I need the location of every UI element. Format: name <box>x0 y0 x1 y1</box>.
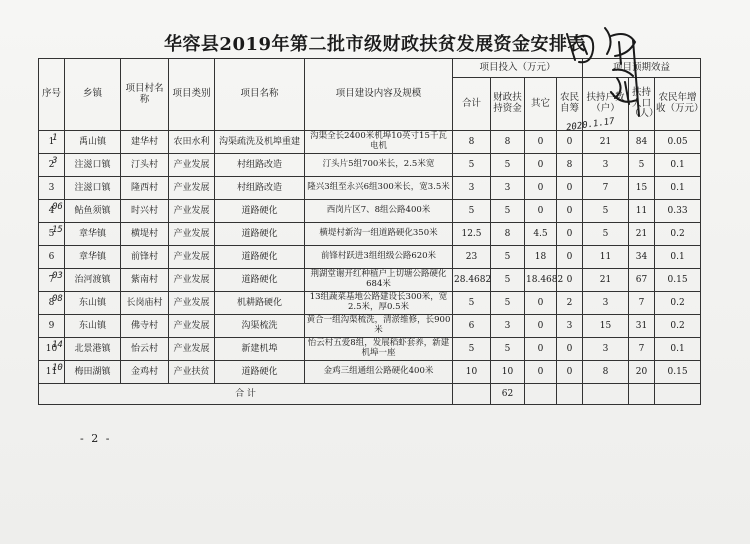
totals-other <box>525 384 557 405</box>
header-support-households: 扶持户数（户） <box>583 78 629 131</box>
funding-table <box>38 58 704 405</box>
cell-category: 产业发展 <box>169 269 215 292</box>
table-row <box>39 361 701 384</box>
cell-households: 21 <box>583 269 629 292</box>
cell-households: 5 <box>583 223 629 246</box>
totals-households <box>583 384 629 405</box>
cell-category: 产业发展 <box>169 338 215 361</box>
cell-seq: 3 <box>39 177 65 200</box>
cell-seq: 10 14 <box>39 338 65 361</box>
cell-category: 产业发展 <box>169 223 215 246</box>
table-body <box>39 131 701 384</box>
cell-fiscal: 5 <box>491 269 525 292</box>
handwritten-note: 3 <box>52 156 58 166</box>
cell-households: 8 <box>583 361 629 384</box>
cell-people: 15 <box>629 177 655 200</box>
cell-fiscal: 5 <box>491 338 525 361</box>
cell-village: 汀头村 <box>121 154 169 177</box>
cell-total: 6 <box>453 315 491 338</box>
cell-category: 产业发展 <box>169 315 215 338</box>
totals-farmer <box>557 384 583 405</box>
cell-content: 黄合一组沟渠梳洗，清淤维修，长900米 <box>305 315 453 338</box>
cell-village: 金鸡村 <box>121 361 169 384</box>
cell-village: 怡云村 <box>121 338 169 361</box>
table-row <box>39 292 701 315</box>
cell-category: 产业发展 <box>169 292 215 315</box>
cell-farmer: 8 <box>557 154 583 177</box>
cell-total: 28.4682 <box>453 269 491 292</box>
cell-seq: 5 15 <box>39 223 65 246</box>
cell-farmer: 0 <box>557 361 583 384</box>
cell-project: 新建机埠 <box>215 338 305 361</box>
cell-people: 34 <box>629 246 655 269</box>
cell-other: 0 <box>525 200 557 223</box>
cell-content: 荆湖堂谢开红种植户上切塘公路硬化684米 <box>305 269 453 292</box>
cell-income: 0.1 <box>655 246 701 269</box>
cell-total: 5 <box>453 338 491 361</box>
page-number: - 2 - <box>80 432 112 445</box>
cell-seq: 11 10 <box>39 361 65 384</box>
cell-fiscal: 10 <box>491 361 525 384</box>
cell-project: 机耕路硬化 <box>215 292 305 315</box>
handwritten-note: 10 <box>52 363 63 373</box>
cell-households: 11 <box>583 246 629 269</box>
table-row <box>39 131 701 154</box>
handwritten-note: 15 <box>52 225 63 235</box>
cell-people: 5 <box>629 154 655 177</box>
cell-village: 长岗庙村 <box>121 292 169 315</box>
handwritten-note: 1 <box>52 133 58 143</box>
cell-project: 道路硬化 <box>215 269 305 292</box>
cell-farmer: 0 <box>557 246 583 269</box>
cell-project: 道路硬化 <box>215 223 305 246</box>
cell-project: 村组路改造 <box>215 154 305 177</box>
cell-total: 5 <box>453 154 491 177</box>
cell-village: 隆西村 <box>121 177 169 200</box>
cell-village: 佛寺村 <box>121 315 169 338</box>
cell-households: 21 <box>583 131 629 154</box>
totals-label: 合 计 <box>39 384 453 405</box>
cell-farmer: 0 <box>557 131 583 154</box>
header-support-people: 扶持人口（人） <box>629 78 655 131</box>
cell-village: 紫南村 <box>121 269 169 292</box>
cell-seq: 8 08 <box>39 292 65 315</box>
cell-income: 0.1 <box>655 338 701 361</box>
cell-fiscal: 5 <box>491 246 525 269</box>
cell-content: 沟渠全长2400米机埠10英寸15千瓦电机 <box>305 131 453 154</box>
cell-seq: 7 03 <box>39 269 65 292</box>
header-project-name: 项目名称 <box>215 59 305 131</box>
cell-category: 产业扶贫 <box>169 361 215 384</box>
table-row <box>39 246 701 269</box>
header-category: 项目类别 <box>169 59 215 131</box>
header-farmer-self: 农民自筹 <box>557 78 583 131</box>
cell-seq: 1 1 <box>39 131 65 154</box>
totals-income <box>655 384 701 405</box>
cell-people: 7 <box>629 292 655 315</box>
cell-households: 5 <box>583 200 629 223</box>
handwritten-note: 14 <box>52 340 63 350</box>
cell-content: 西岗片区7、8组公路400米 <box>305 200 453 223</box>
cell-town: 注滋口镇 <box>65 177 121 200</box>
cell-content: 前锋村跃进3组组级公路620米 <box>305 246 453 269</box>
cell-other: 4.5 <box>525 223 557 246</box>
cell-income: 0.1 <box>655 154 701 177</box>
header-total: 合计 <box>453 78 491 131</box>
cell-town: 章华镇 <box>65 223 121 246</box>
cell-people: 67 <box>629 269 655 292</box>
cell-total: 8 <box>453 131 491 154</box>
cell-content: 金鸡三组通组公路硬化400米 <box>305 361 453 384</box>
cell-fiscal: 3 <box>491 177 525 200</box>
cell-category: 产业发展 <box>169 246 215 269</box>
header-other: 其它 <box>525 78 557 131</box>
cell-other: 0 <box>525 315 557 338</box>
cell-project: 道路硬化 <box>215 246 305 269</box>
totals-total <box>453 384 491 405</box>
cell-people: 11 <box>629 200 655 223</box>
cell-people: 31 <box>629 315 655 338</box>
cell-other: 0 <box>525 177 557 200</box>
table-row <box>39 200 701 223</box>
cell-fiscal: 5 <box>491 292 525 315</box>
cell-farmer: 0 <box>557 338 583 361</box>
cell-households: 3 <box>583 154 629 177</box>
cell-households: 15 <box>583 315 629 338</box>
cell-other: 0 <box>525 338 557 361</box>
table-row <box>39 177 701 200</box>
cell-village: 横堤村 <box>121 223 169 246</box>
cell-total: 5 <box>453 200 491 223</box>
cell-households: 3 <box>583 292 629 315</box>
table-row <box>39 269 701 292</box>
header-content: 项目建设内容及规模 <box>305 59 453 131</box>
totals-row <box>39 384 701 405</box>
cell-fiscal: 8 <box>491 131 525 154</box>
header-fiscal: 财政扶持资金 <box>491 78 525 131</box>
cell-category: 产业发展 <box>169 154 215 177</box>
cell-farmer: 0 <box>557 200 583 223</box>
cell-people: 21 <box>629 223 655 246</box>
cell-income: 0.15 <box>655 361 701 384</box>
cell-project: 沟渠梳洗 <box>215 315 305 338</box>
handwritten-note: 06 <box>52 202 63 212</box>
cell-seq: 2 3 <box>39 154 65 177</box>
header-income-increase: 农民年增收（万元） <box>655 78 701 131</box>
cell-fiscal: 5 <box>491 154 525 177</box>
table-row <box>39 338 701 361</box>
cell-category: 产业发展 <box>169 177 215 200</box>
cell-project: 村组路改造 <box>215 177 305 200</box>
cell-seq: 6 <box>39 246 65 269</box>
totals-people <box>629 384 655 405</box>
table-row <box>39 315 701 338</box>
cell-town: 北景港镇 <box>65 338 121 361</box>
cell-total: 3 <box>453 177 491 200</box>
cell-other: 0 <box>525 292 557 315</box>
document-title: 华容县2019年第二批市级财政扶贫发展资金安排表 <box>163 34 587 55</box>
header-row-1 <box>39 59 701 78</box>
cell-people: 7 <box>629 338 655 361</box>
cell-income: 0.05 <box>655 131 701 154</box>
cell-seq: 4 06 <box>39 200 65 223</box>
cell-content: 怡云村五爱8组，发展稻虾套养，新建机埠一座 <box>305 338 453 361</box>
cell-households: 7 <box>583 177 629 200</box>
cell-town: 注滋口镇 <box>65 154 121 177</box>
cell-fiscal: 5 <box>491 200 525 223</box>
table-row <box>39 154 701 177</box>
cell-project: 道路硬化 <box>215 361 305 384</box>
cell-village: 时兴村 <box>121 200 169 223</box>
cell-farmer: 2 <box>557 292 583 315</box>
cell-village: 建华村 <box>121 131 169 154</box>
cell-other: 18 <box>525 246 557 269</box>
cell-town: 东山镇 <box>65 292 121 315</box>
cell-income: 0.2 <box>655 292 701 315</box>
cell-total: 23 <box>453 246 491 269</box>
cell-project: 道路硬化 <box>215 200 305 223</box>
cell-town: 梅田湖镇 <box>65 361 121 384</box>
header-benefit-group: 项目预期效益 <box>583 59 701 78</box>
cell-people: 84 <box>629 131 655 154</box>
table-row <box>39 223 701 246</box>
cell-category: 产业发展 <box>169 200 215 223</box>
cell-farmer: 0 <box>557 223 583 246</box>
cell-other: 18.4682 <box>525 269 557 292</box>
handwritten-note: 03 <box>52 271 63 281</box>
cell-content: 横堤村新沟一组道路硬化350米 <box>305 223 453 246</box>
cell-other: 0 <box>525 361 557 384</box>
cell-town: 禹山镇 <box>65 131 121 154</box>
cell-town: 鲇鱼须镇 <box>65 200 121 223</box>
header-seq: 序号 <box>39 59 65 131</box>
cell-people: 20 <box>629 361 655 384</box>
cell-other: 0 <box>525 131 557 154</box>
cell-total: 10 <box>453 361 491 384</box>
cell-content: 汀头片5组700米长，2.5米宽 <box>305 154 453 177</box>
cell-seq: 9 <box>39 315 65 338</box>
signature-date: 2020.1.17 <box>565 116 616 134</box>
cell-income: 0.2 <box>655 223 701 246</box>
cell-fiscal: 8 <box>491 223 525 246</box>
handwritten-note: 08 <box>52 294 63 304</box>
cell-project: 沟渠疏洗及机埠重建 <box>215 131 305 154</box>
cell-town: 东山镇 <box>65 315 121 338</box>
cell-income: 0.33 <box>655 200 701 223</box>
cell-fiscal: 3 <box>491 315 525 338</box>
cell-income: 0.2 <box>655 315 701 338</box>
cell-category: 农田水利 <box>169 131 215 154</box>
cell-income: 0.15 <box>655 269 701 292</box>
header-village: 项目村名称 <box>121 59 169 131</box>
header-investment-group: 项目投入（万元） <box>453 59 583 78</box>
cell-households: 3 <box>583 338 629 361</box>
totals-fiscal: 62 <box>491 384 525 405</box>
cell-content: 隆兴3组至永兴6组300米长，宽3.5米 <box>305 177 453 200</box>
cell-town: 治河渡镇 <box>65 269 121 292</box>
cell-other: 0 <box>525 154 557 177</box>
cell-income: 0.1 <box>655 177 701 200</box>
cell-town: 章华镇 <box>65 246 121 269</box>
header-town: 乡镇 <box>65 59 121 131</box>
cell-total: 12.5 <box>453 223 491 246</box>
cell-village: 前锋村 <box>121 246 169 269</box>
cell-total: 5 <box>453 292 491 315</box>
cell-farmer: 3 <box>557 315 583 338</box>
cell-farmer: 0 <box>557 269 583 292</box>
cell-farmer: 0 <box>557 177 583 200</box>
cell-content: 13组蔬菜基地公路建设长300米，宽2.5米，厚0.5米 <box>305 292 453 315</box>
